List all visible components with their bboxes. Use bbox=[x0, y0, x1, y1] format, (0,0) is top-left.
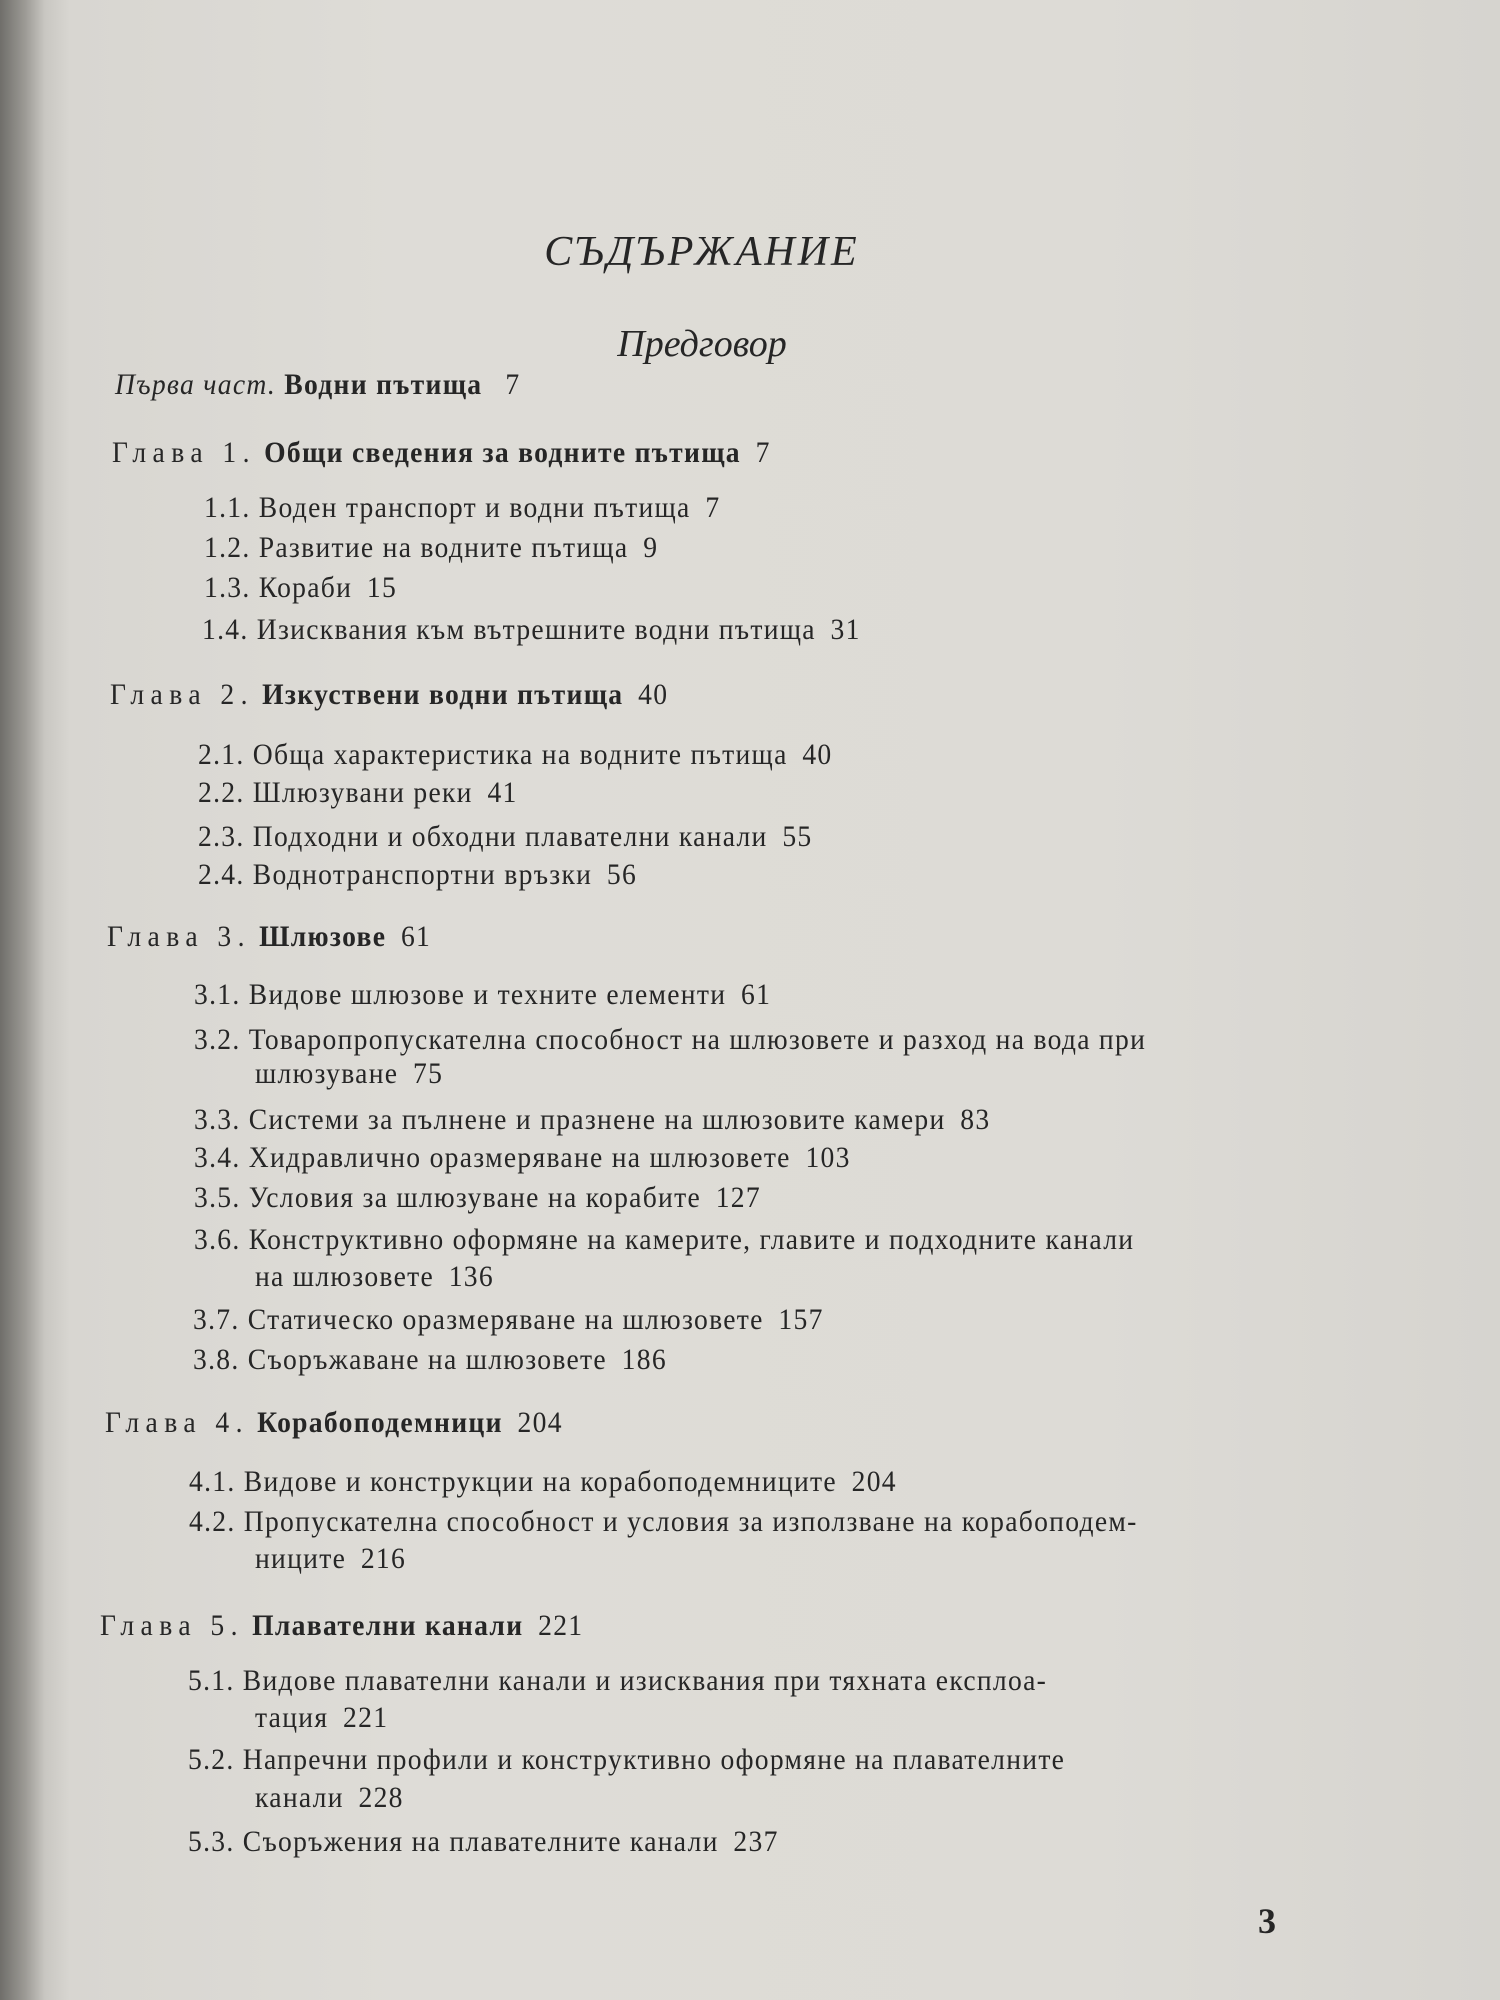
section-text: Системи за пълнене и празнене на шлюзовите камери bbox=[248, 1103, 946, 1136]
section-text: на шлюзовете bbox=[255, 1260, 434, 1293]
section-number: 2.2. bbox=[198, 776, 245, 809]
part-entry bbox=[115, 367, 520, 403]
chapter-label: Глава 5. bbox=[100, 1609, 244, 1642]
section-page: 56 bbox=[606, 858, 638, 891]
section-page: 55 bbox=[782, 820, 813, 853]
section-text: Видове шлюзове и техните елементи bbox=[248, 978, 727, 1011]
section-entry bbox=[189, 1504, 1138, 1540]
section-entry bbox=[198, 775, 518, 811]
section-entry-continuation bbox=[255, 1541, 406, 1577]
chapter-page: 7 bbox=[755, 436, 771, 469]
part-label: Първа част. bbox=[115, 368, 277, 401]
section-text: Воднотранспортни връзки bbox=[252, 858, 593, 891]
section-entry bbox=[189, 1464, 897, 1500]
section-entry bbox=[194, 1180, 761, 1216]
section-number: 3.1. bbox=[194, 978, 241, 1011]
section-entry bbox=[194, 1022, 1146, 1058]
section-text: Подходни и обходни плавателни канали bbox=[252, 820, 768, 853]
section-text: Напречни профили и конструктивно оформяне на плавателните bbox=[242, 1743, 1066, 1776]
section-entry bbox=[188, 1663, 1047, 1699]
chapter-label: Глава 2. bbox=[110, 678, 254, 711]
section-number: 3.8. bbox=[193, 1343, 240, 1376]
chapter-page: 204 bbox=[517, 1406, 563, 1439]
section-entry bbox=[193, 1302, 824, 1338]
section-page: 7 bbox=[705, 491, 721, 524]
section-number: 3.5. bbox=[194, 1181, 241, 1214]
chapter-page: 221 bbox=[538, 1609, 584, 1642]
chapter-heading bbox=[110, 677, 668, 713]
chapter-title: Шлюзове bbox=[259, 920, 387, 953]
chapter-heading bbox=[100, 1608, 583, 1644]
section-page: 157 bbox=[778, 1303, 824, 1336]
section-number: 5.3. bbox=[188, 1825, 235, 1858]
section-text: Воден транспорт и водни пътища bbox=[258, 491, 691, 524]
section-number: 3.7. bbox=[193, 1303, 240, 1336]
part-page: 7 bbox=[505, 368, 521, 401]
section-text: Съоръжения на плавателните канали bbox=[242, 1825, 719, 1858]
chapter-title: Корабоподемници bbox=[257, 1406, 503, 1439]
section-text: ниците bbox=[255, 1542, 347, 1575]
section-entry bbox=[198, 857, 637, 893]
section-number: 3.6. bbox=[194, 1223, 241, 1256]
section-page: 75 bbox=[413, 1057, 444, 1090]
chapter-page: 61 bbox=[400, 920, 432, 953]
section-page: 40 bbox=[802, 738, 833, 771]
section-text: шлюзуване bbox=[255, 1057, 399, 1090]
section-entry-continuation bbox=[255, 1259, 494, 1295]
section-number: 3.3. bbox=[194, 1103, 241, 1136]
section-number: 5.1. bbox=[188, 1664, 235, 1697]
section-number: 1.2. bbox=[204, 531, 251, 564]
section-entry bbox=[188, 1824, 779, 1860]
section-text: Изисквания към вътрешните водни пътища bbox=[256, 613, 816, 646]
section-page: 228 bbox=[358, 1781, 404, 1814]
section-page: 41 bbox=[487, 776, 518, 809]
chapter-page: 40 bbox=[638, 678, 669, 711]
section-page: 31 bbox=[830, 613, 861, 646]
section-text: Конструктивно оформяне на камерите, главите и подходните канали bbox=[248, 1223, 1135, 1256]
section-text: канали bbox=[255, 1781, 344, 1814]
chapter-heading bbox=[105, 1405, 563, 1441]
section-page: 186 bbox=[621, 1343, 667, 1376]
section-entry bbox=[194, 1140, 851, 1176]
chapter-label: Глава 1. bbox=[112, 436, 256, 469]
section-entry bbox=[202, 612, 861, 648]
chapter-heading bbox=[112, 435, 771, 471]
section-entry bbox=[194, 1222, 1134, 1258]
section-page: 136 bbox=[448, 1260, 494, 1293]
section-entry-continuation bbox=[255, 1056, 443, 1092]
section-number: 1.3. bbox=[204, 571, 251, 604]
section-page: 127 bbox=[715, 1181, 761, 1214]
section-number: 3.2. bbox=[194, 1023, 241, 1056]
section-text: Обща характеристика на водните пътища bbox=[252, 738, 788, 771]
section-entry bbox=[198, 737, 833, 773]
section-entry-continuation bbox=[255, 1700, 388, 1736]
section-page: 103 bbox=[805, 1141, 851, 1174]
section-text: Товаропропускателна способност на шлюзовете и разход на вода при bbox=[248, 1023, 1147, 1056]
section-page: 237 bbox=[733, 1825, 779, 1858]
part-title: Водни пътища bbox=[284, 368, 483, 401]
section-text: Кораби bbox=[258, 571, 353, 604]
section-entry bbox=[198, 819, 813, 855]
section-text: Шлюзувани реки bbox=[252, 776, 473, 809]
section-text: Статическо оразмеряване на шлюзовете bbox=[247, 1303, 764, 1336]
section-text: Видове и конструкции на корабоподемниците bbox=[243, 1465, 837, 1498]
page-number: 3 bbox=[1258, 1901, 1276, 1941]
section-entry bbox=[204, 570, 397, 606]
section-page: 61 bbox=[740, 978, 772, 1011]
section-text: Развитие на водните пътища bbox=[258, 531, 629, 564]
chapter-heading bbox=[107, 919, 431, 955]
section-page: 15 bbox=[366, 571, 398, 604]
section-text: Хидравлично оразмеряване на шлюзовете bbox=[248, 1141, 791, 1174]
section-page: 9 bbox=[643, 531, 659, 564]
section-number: 1.4. bbox=[202, 613, 249, 646]
chapter-label: Глава 4. bbox=[105, 1406, 249, 1439]
section-number: 5.2. bbox=[188, 1743, 235, 1776]
section-entry-continuation bbox=[255, 1780, 404, 1816]
section-page: 216 bbox=[360, 1542, 407, 1575]
chapter-title: Общи сведения за водните пътища bbox=[264, 436, 741, 469]
section-number: 4.1. bbox=[189, 1465, 236, 1498]
section-number: 3.4. bbox=[194, 1141, 241, 1174]
chapter-title: Изкуствени водни пътища bbox=[262, 678, 624, 711]
section-page: 83 bbox=[960, 1103, 991, 1136]
section-entry bbox=[194, 977, 771, 1013]
section-entry bbox=[194, 1102, 990, 1138]
preface-entry: Предговор bbox=[617, 323, 787, 365]
section-entry bbox=[204, 490, 720, 526]
section-number: 4.2. bbox=[189, 1505, 236, 1538]
section-page: 221 bbox=[343, 1701, 389, 1734]
section-text: Пропускателна способност и условия за използване на корабоподем- bbox=[243, 1505, 1138, 1538]
section-number: 1.1. bbox=[204, 491, 251, 524]
section-entry bbox=[188, 1742, 1065, 1778]
section-number: 2.1. bbox=[198, 738, 245, 771]
chapter-title: Плавателни канали bbox=[252, 1609, 524, 1642]
toc-title: СЪДЪРЖАНИЕ bbox=[544, 229, 860, 275]
section-number: 2.3. bbox=[198, 820, 245, 853]
section-text: Условия за шлюзуване на корабите bbox=[248, 1181, 701, 1214]
section-entry bbox=[193, 1342, 667, 1378]
section-text: тация bbox=[255, 1701, 329, 1734]
section-entry bbox=[204, 530, 658, 566]
chapter-label: Глава 3. bbox=[107, 920, 251, 953]
section-number: 2.4. bbox=[198, 858, 245, 891]
section-text: Съоръжаване на шлюзовете bbox=[247, 1343, 607, 1376]
section-text: Видове плавателни канали и изисквания при тяхната експлоа- bbox=[242, 1664, 1048, 1697]
section-page: 204 bbox=[851, 1465, 897, 1498]
